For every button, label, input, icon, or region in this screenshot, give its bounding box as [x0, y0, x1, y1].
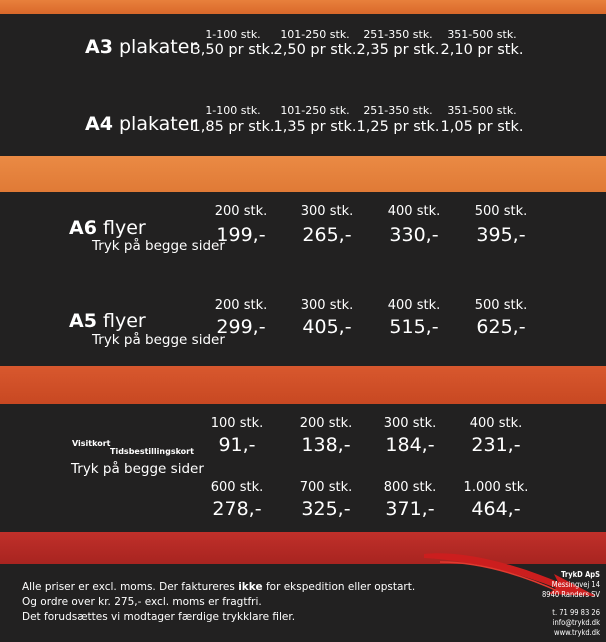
company-city: 8940 Randers SV: [541, 590, 600, 599]
footer-line-3: Det forudsættes vi modtager færdige trykklare filer.: [22, 611, 296, 623]
a3-qty-3: 251-350 stk.: [363, 28, 433, 41]
company-contact: [542, 570, 600, 638]
footer-notes: [22, 580, 415, 625]
cards-qty-200: 200 stk.: [299, 416, 353, 431]
cards-price-100: 91,-: [218, 434, 256, 456]
a6-price-4: 395,-: [476, 224, 526, 246]
a5-qty-4: 500 stk.: [474, 298, 528, 313]
cards-price-1000: 464,-: [471, 498, 521, 520]
cards-subtitle: Tryk på begge sider: [71, 461, 204, 477]
cards-qty-400: 400 stk.: [469, 416, 523, 431]
cards-price-700: 325,-: [301, 498, 351, 520]
a4-price-2: 1,35 pr stk.: [273, 119, 357, 135]
cards-price-400: 231,-: [471, 434, 521, 456]
cards-price-800: 371,-: [385, 498, 435, 520]
cards-qty-800: 800 stk.: [383, 480, 437, 495]
red-orange-divider-band: [0, 366, 606, 404]
a4-price-1: 1,85 pr stk.: [191, 119, 275, 135]
a4-price-3: 1,25 pr stk.: [356, 119, 440, 135]
a5-qty-2: 300 stk.: [300, 298, 354, 313]
company-street: Messingvej 14: [551, 580, 600, 589]
a6-price-3: 330,-: [389, 224, 439, 246]
cards-qty-1000: 1.000 stk.: [463, 480, 529, 495]
a5-qty-1: 200 stk.: [214, 298, 268, 313]
a6-qty-2: 300 stk.: [300, 204, 354, 219]
a3-qty-4: 351-500 stk.: [447, 28, 517, 41]
a4-qty-2: 101-250 stk.: [280, 104, 350, 117]
a3-price-3: 2,35 pr stk.: [356, 42, 440, 58]
cards-qty-700: 700 stk.: [299, 480, 353, 495]
visitkort-label: Visitkort: [72, 439, 111, 448]
a6-qty-4: 500 stk.: [474, 204, 528, 219]
a4-title: A4 plakater: [85, 113, 198, 135]
a4-qty-1: 1-100 stk.: [205, 104, 261, 117]
a5-price-4: 625,-: [476, 316, 526, 338]
a3-qty-2: 101-250 stk.: [280, 28, 350, 41]
a3-title: A3 plakater: [85, 36, 198, 58]
a6-price-1: 199,-: [216, 224, 266, 246]
a5-subtitle: Tryk på begge sider: [92, 332, 225, 348]
a3-price-1: 3,50 pr stk.: [191, 42, 275, 58]
company-name: TrykD ApS: [561, 570, 600, 579]
a5-title: A5 flyer: [69, 310, 146, 332]
a3-qty-1: 1-100 stk.: [205, 28, 261, 41]
a5-price-2: 405,-: [302, 316, 352, 338]
top-band: [0, 0, 606, 14]
orange-divider-band: [0, 156, 606, 192]
a5-qty-3: 400 stk.: [387, 298, 441, 313]
cards-qty-300: 300 stk.: [383, 416, 437, 431]
company-email: info@trykd.dk: [552, 618, 600, 627]
a3-price-2: 2,50 pr stk.: [273, 42, 357, 58]
cards-qty-100: 100 stk.: [210, 416, 264, 431]
footer-line-2: Og ordre over kr. 275,- excl. moms er fragtfri.: [22, 596, 262, 608]
a5-price-1: 299,-: [216, 316, 266, 338]
cards-qty-600: 600 stk.: [210, 480, 264, 495]
a6-qty-1: 200 stk.: [214, 204, 268, 219]
a3-price-4: 2,10 pr stk.: [440, 42, 524, 58]
a4-qty-4: 351-500 stk.: [447, 104, 517, 117]
cards-price-300: 184,-: [385, 434, 435, 456]
cards-price-200: 138,-: [301, 434, 351, 456]
tidsbestillingskort-label: Tidsbestillingskort: [110, 447, 194, 456]
a6-title: A6 flyer: [69, 217, 146, 239]
footer-line-1: Alle priser er excl. moms. Der faktureres ikke for ekspedition eller opstart.: [22, 581, 416, 593]
a4-price-4: 1,05 pr stk.: [440, 119, 524, 135]
company-phone: t. 71 99 83 26: [552, 608, 600, 617]
a6-qty-3: 400 stk.: [387, 204, 441, 219]
cards-price-600: 278,-: [212, 498, 262, 520]
company-web: www.trykd.dk: [554, 628, 600, 637]
a6-subtitle: Tryk på begge sider: [92, 238, 225, 254]
a6-price-2: 265,-: [302, 224, 352, 246]
a4-qty-3: 251-350 stk.: [363, 104, 433, 117]
a5-price-3: 515,-: [389, 316, 439, 338]
